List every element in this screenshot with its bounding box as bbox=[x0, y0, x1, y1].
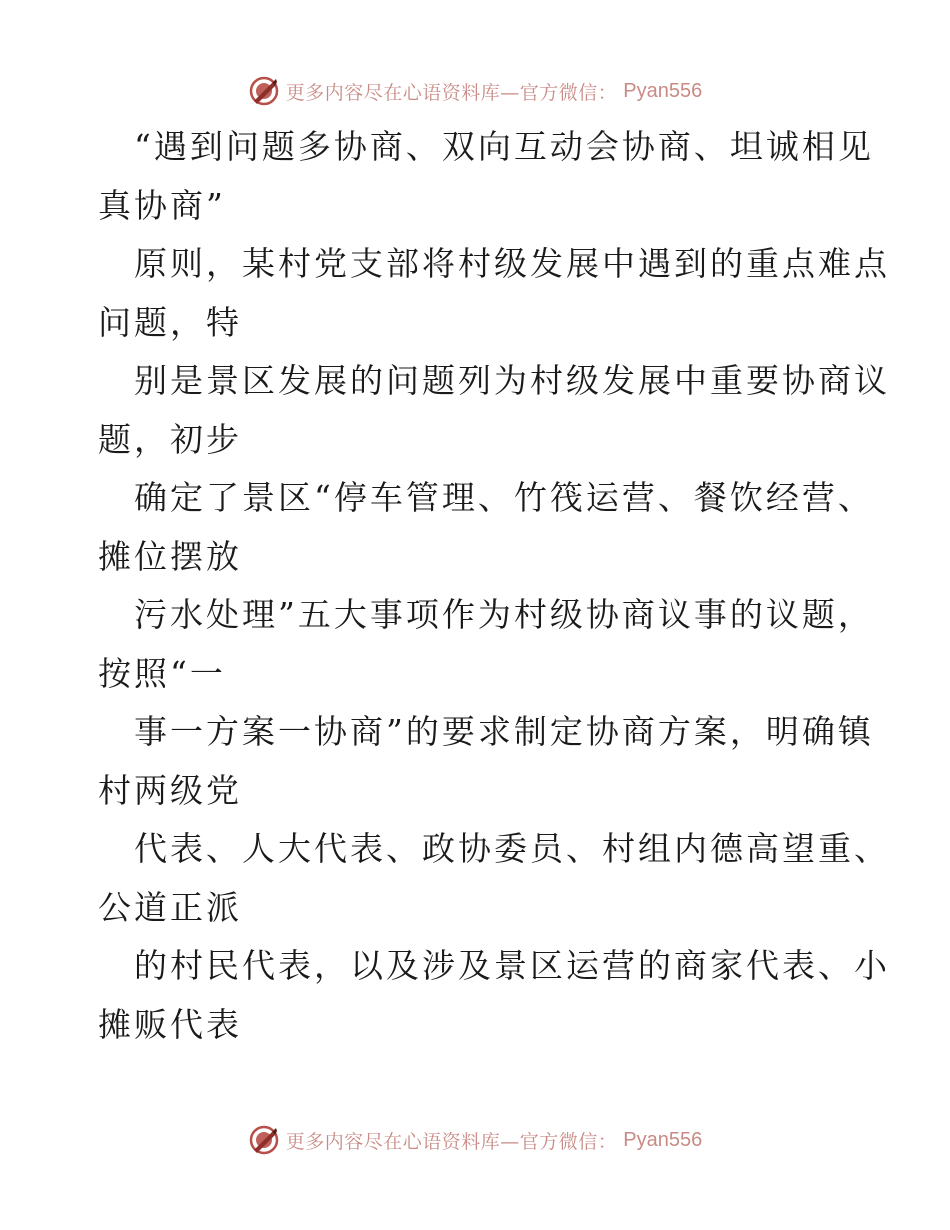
paragraph bbox=[98, 703, 874, 820]
text-line: 事一方案一协商”的要求制定协商方案，明确镇 bbox=[134, 712, 874, 751]
paragraph bbox=[98, 352, 890, 469]
text-line: 污水处理”五大事项作为村级协商议事的议题， bbox=[134, 595, 874, 634]
text-line: 摊贩代表 bbox=[98, 1004, 242, 1044]
text-line: 摊位摆放 bbox=[98, 536, 242, 576]
text-line: 别是景区发展的问题列为村级发展中重要协商议 bbox=[134, 361, 890, 400]
paragraph bbox=[98, 118, 874, 235]
paragraph bbox=[98, 235, 890, 352]
text-line: 按照“一 bbox=[98, 653, 226, 693]
document-body bbox=[98, 118, 890, 1054]
text-line: 原则，某村党支部将村级发展中遇到的重点难点 bbox=[134, 244, 890, 283]
watermark-text: 更多内容尽在心语资料库—官方微信： bbox=[285, 1130, 618, 1153]
header-watermark bbox=[0, 69, 950, 113]
text-line: 题，初步 bbox=[98, 419, 242, 459]
paragraph bbox=[98, 469, 874, 586]
text-line: 代表、人大代表、政协委员、村组内德高望重、 bbox=[134, 829, 890, 868]
pen-badge-icon bbox=[248, 75, 280, 107]
watermark-text: 更多内容尽在心语资料库—官方微信： bbox=[285, 81, 618, 104]
text-line: 确定了景区“停车管理、竹筏运营、餐饮经营、 bbox=[134, 478, 874, 517]
paragraph bbox=[98, 586, 874, 703]
watermark-wechat-id: Pyan556 bbox=[623, 1128, 703, 1151]
text-line: 村两级党 bbox=[98, 770, 242, 810]
footer-watermark bbox=[0, 1118, 950, 1162]
pen-badge-icon bbox=[248, 1124, 280, 1156]
text-line: 的村民代表，以及涉及景区运营的商家代表、小 bbox=[134, 946, 890, 985]
paragraph bbox=[98, 937, 890, 1054]
paragraph bbox=[98, 820, 890, 937]
text-line: 问题，特 bbox=[98, 302, 242, 342]
watermark-wechat-id: Pyan556 bbox=[623, 79, 703, 102]
text-line: 公道正派 bbox=[98, 887, 242, 927]
text-line: 真协商” bbox=[98, 185, 226, 225]
text-line: “遇到问题多协商、双向互动会协商、坦诚相见 bbox=[134, 127, 874, 166]
